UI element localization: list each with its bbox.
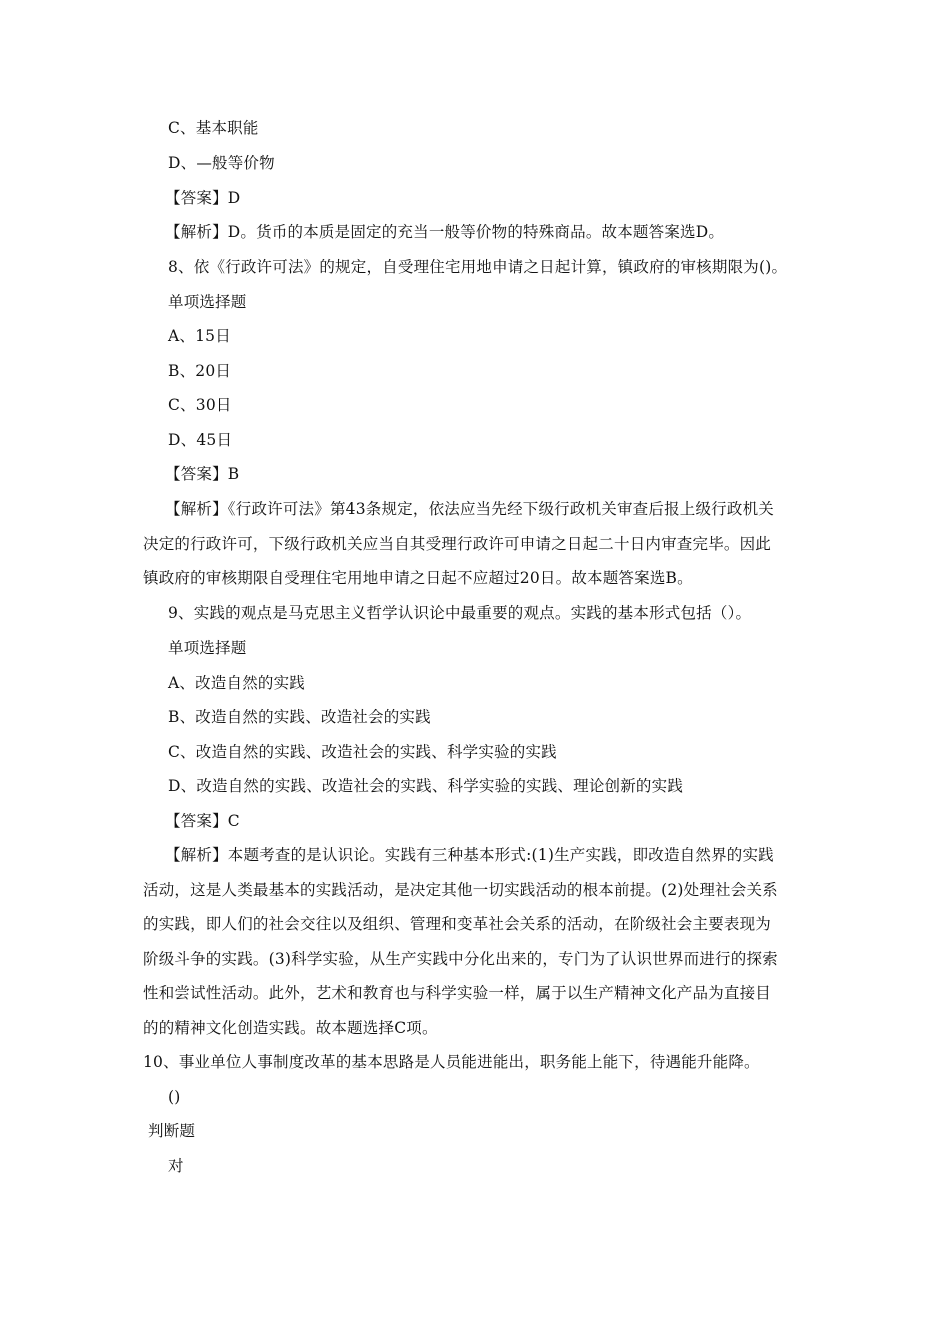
question-10: () [168,1088,181,1106]
question-8: 8、依《行政许可法》的规定，自受理住宅用地申请之日起计算，镇政府的审核期限为()。 [168,258,788,276]
explanation-line: 镇政府的审核期限自受理住宅用地申请之日起不应超过20日。故本题答案选B。 [143,569,693,587]
option-c-line: C、30日 [168,396,232,414]
explanation-line: 活动，这是人类最基本的实践活动，是决定其他一切实践活动的根本前提。(2)处理社会关系 [143,881,778,899]
question-9: 9、实践的观点是马克思主义哲学认识论中最重要的观点。实践的基本形式包括（）。 [168,604,752,622]
question-type: 单项选择题 [168,293,247,311]
explanation-line: 阶级斗争的实践。(3)科学实验，从生产实践中分化出来的，专门为了认识世界而进行的探索 [143,950,778,968]
explanation-line: 10、事业单位人事制度改革的基本思路是人员能进能出，职务能上能下，待遇能升能降。 [143,1053,760,1071]
explanation-line: 【解析】D。货币的本质是固定的充当一般等价物的特殊商品。故本题答案选D。 [165,223,725,241]
explanation-line: 的实践，即人们的社会交往以及组织、管理和变革社会关系的活动，在阶级社会主要表现为 [143,915,772,933]
question-type: 单项选择题 [168,639,247,657]
explanation-line: 的的精神文化创造实践。故本题选择C项。 [143,1019,438,1037]
option-d-line: D、45日 [168,431,233,449]
explanation-line: 决定的行政许可，下级行政机关应当自其受理行政许可申请之日起二十日内审查完毕。因此 [143,535,772,553]
option-c-line: C、基本职能 [168,119,259,137]
explanation-line: 【解析】本题考查的是认识论。实践有三种基本形式:(1)生产实践，即改造自然界的实践 [165,846,774,864]
option-b-line: B、20日 [168,362,232,380]
option-a-line: A、改造自然的实践 [168,674,305,692]
explanation-line: 性和尝试性活动。此外，艺术和教育也与科学实验一样，属于以生产精神文化产品为直接目 [143,984,772,1002]
answer-line: 【答案】B [165,465,240,483]
option-d-line: D、改造自然的实践、改造社会的实践、科学实验的实践、理论创新的实践 [168,777,684,795]
answer-line: 【答案】D [165,189,241,207]
question-blank: 判断题 [148,1122,196,1140]
option-c-line: C、改造自然的实践、改造社会的实践、科学实验的实践 [168,743,557,761]
question-type: 对 [168,1157,184,1175]
option-a-line: A、15日 [168,327,231,345]
answer-line: 【答案】C [165,812,240,830]
explanation-line: 【解析】《行政许可法》第43条规定，依法应当先经下级行政机关审查后报上级行政机关 [165,500,774,518]
option-b-line: B、改造自然的实践、改造社会的实践 [168,708,431,726]
option-d-line: D、—般等价物 [168,154,275,172]
